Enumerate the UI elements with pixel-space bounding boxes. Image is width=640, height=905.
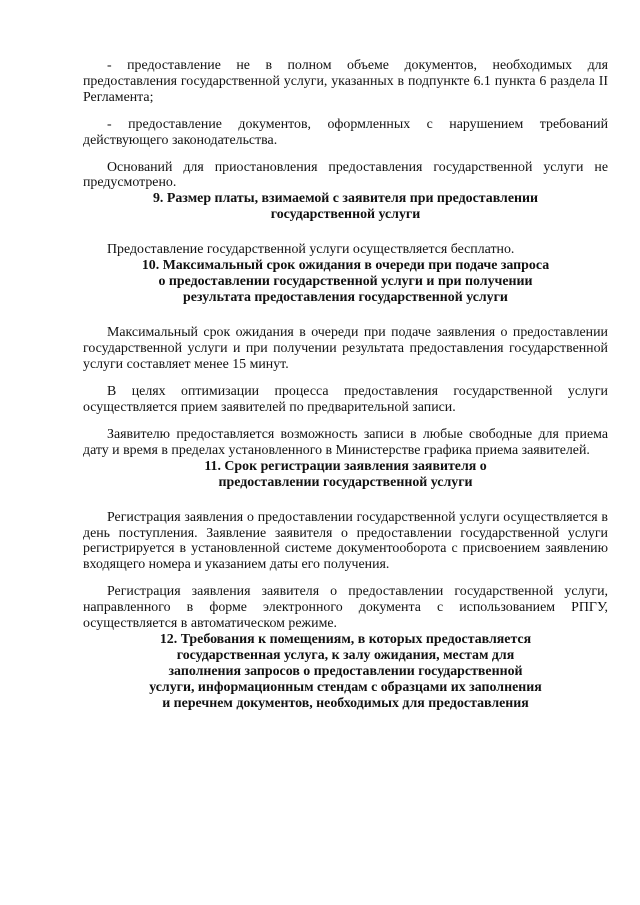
heading-line: 10. Максимальный срок ожидания в очереди при подаче запроса [141, 258, 550, 274]
section-9-heading [83, 191, 608, 223]
paragraph-appointment: В целях оптимизации процесса предоставления государственной услуги осуществляется прием заявителей по предварительной записи. [83, 383, 608, 415]
heading-line: услуги, информационным стендам с образцами их заполнения [149, 679, 542, 695]
section-10-heading [83, 258, 608, 306]
heading-line: заполнения запросов о предоставлении государственной [168, 663, 523, 679]
heading-line: государственная услуга, к залу ожидания, местам для [176, 647, 515, 663]
paragraph-violating-documents: - предоставление документов, оформленных с нарушением требований действующего законодательства. [83, 116, 608, 148]
document-page [83, 58, 608, 712]
paragraph-free-slots: Заявителю предоставляется возможность записи в любые свободные для приема дату и время в пределах установленного в Министерстве графика приема заявителей. [83, 426, 608, 458]
paragraph-free-of-charge: Предоставление государственной услуги осуществляется бесплатно. [107, 242, 515, 258]
heading-line: и перечнем документов, необходимых для предоставления [162, 695, 529, 711]
section-12-heading [83, 632, 608, 712]
paragraph-no-suspension: Оснований для приостановления предоставления государственной услуги не предусмотрено. [83, 159, 608, 191]
heading-line: государственной услуги [270, 207, 421, 223]
heading-line: 11. Срок регистрации заявления заявителя о [204, 458, 487, 474]
heading-line: 12. Требования к помещениям, в которых предоставляется [159, 631, 532, 647]
paragraph-registration-electronic: Регистрация заявления заявителя о предоставлении государственной услуги, направленного в форме электронного документа с использованием РПГУ, осуществляется в автоматическом режиме. [83, 584, 608, 632]
paragraph-incomplete-documents: - предоставление не в полном объеме документов, необходимых для предоставления государственной услуги, указанных в подпункте 6.1 пункта 6 раздела II Регламента; [83, 58, 608, 105]
heading-line: предоставлении государственной услуги [218, 474, 473, 490]
paragraph-registration-day: Регистрация заявления о предоставлении государственной услуги осуществляется в день поступления. Заявление заявителя о предоставлении государственной услуги регистрируется в установленной системе документооборота с присвоением заявлению входящего номера и указанием даты его получения. [83, 509, 608, 573]
heading-line: результата предоставления государственной услуги [183, 290, 508, 306]
heading-line: 9. Размер платы, взимаемой с заявителя при предоставлении [152, 191, 539, 207]
heading-line: о предоставлении государственной услуги и при получении [158, 274, 533, 290]
paragraph-max-wait-time: Максимальный срок ожидания в очереди при подаче заявления о предоставлении государственной услуги и при получении результата предоставления государственной услуги составляет менее 15 минут. [83, 325, 608, 373]
section-11-heading [83, 459, 608, 491]
